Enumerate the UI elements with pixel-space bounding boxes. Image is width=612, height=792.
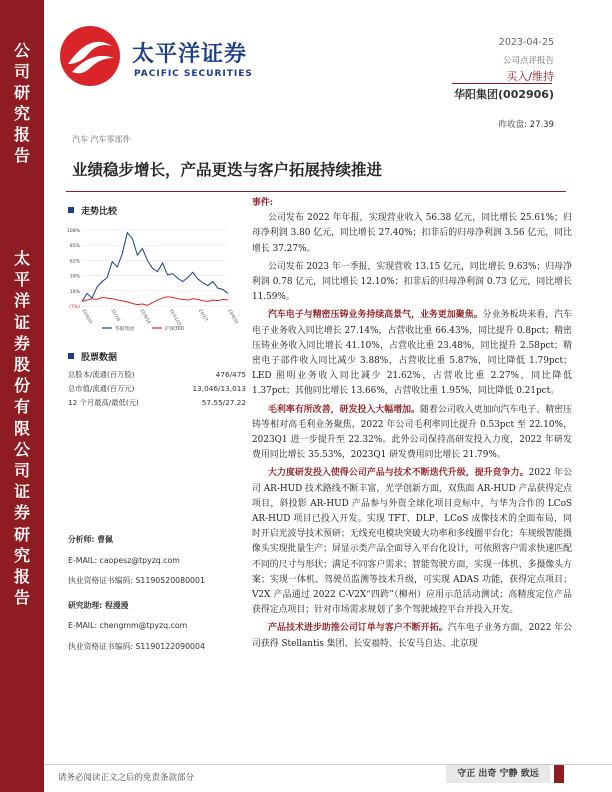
logo-name-cn: 太平洋证券 [132,42,248,67]
close-price: 昨收盘: 27.39 [498,120,554,130]
y-tick-label: 62% [69,259,80,265]
stock-row-label: 总市值/流通(百万元) [68,384,135,393]
analyst-role: 分析师: [68,535,98,544]
y-tick-label: 85% [69,244,80,250]
footer-accent [554,765,564,783]
assistant-name: 程漫漫 [105,601,129,610]
paragraph-quarterly: 公司发布 2023 年一季报，实现营收 13.15 亿元，同比增长 9.63%；归母净利润 0.78 亿元，同比增长 12.10%；扣非后的归母净利润 0.73 亿元，同比增长 11.59%。 [252,261,572,303]
stock-row-value: 476/475 [215,370,246,379]
industry-breadcrumb: 汽车 汽车零部件 [72,135,131,144]
report-date: 2023-04-25 [498,37,554,48]
table-row [68,382,246,396]
series-line-index [82,297,228,306]
stock-section-title: 股票数据 [81,353,118,363]
header-divider [452,83,552,84]
y-tick-label: 39% [69,274,80,280]
x-tick-label: 22/9/16 [139,308,152,325]
legend-label: 华阳集团 [115,327,135,332]
series-line-stock [82,233,228,302]
x-tick-label: 23/4/20 [227,308,240,325]
paragraph-text: 随着公司收入更加向汽车电子、精密压铸等相对高毛利业务聚焦，2022 年公司毛利率同比提升 0.53pct 至 22.10%，2023Q1 进一步提升至 22.32%。此外公司保持高研发投入力度，2022 年研发费用同比增长 35.53%，2023Q1 研发费用同比增长 21.79%。 [252,404,573,461]
stock-row-label: 总股本/流通(百万股) [68,370,135,379]
assistant-cert: 执业资格证书编码: S1190122090004 [68,642,205,651]
x-tick-label: 23/2/7 [197,308,210,323]
paragraph-orders [252,621,572,651]
analyst-name-line [68,534,113,545]
y-tick-label: 108% [66,229,80,234]
report-body [252,196,572,655]
logo-mark-icon [58,24,122,88]
analyst-name: 曹佩 [97,535,113,544]
assistant-name-line [68,600,128,611]
paragraph-highlight: 大力度研发投入使得公司产品与技术不断迭代升级，提升竞争力。 [268,468,529,479]
stock-row-value: 13,046/13,013 [192,384,246,393]
report-type: 公司点评报告 [502,56,554,66]
paragraph-business [252,308,572,399]
y-tick-label: 16% [69,289,80,295]
company-name: 华阳集团(002906) [454,88,554,101]
paragraph-annual: 公司发布 2022 年年报，实现营业收入 56.38 亿元，同比增长 25.61%；归母净利润 3.80 亿元，同比增长 27.40%；扣非后的归母净利润 3.56 亿元，同比增长 37.27%。 [252,213,572,254]
x-tick-label: 22/11/27 [168,308,183,327]
section-square-icon [68,353,74,359]
sidebar-report-category: 公 司 研 究 报 告 [13,41,30,165]
table-row [68,368,246,382]
price-trend-chart [60,224,240,336]
trend-section-title: 走势比较 [81,207,118,217]
paragraph-rnd [252,466,572,618]
paragraph-text: 汽车电子业务方面，2022 年公司获得 Stellantis 集团、长安福特、长安马自达、北京现 [252,623,573,649]
assistant-role: 研究助理: [68,601,106,610]
y-tick-label: (7%) [69,305,80,310]
paragraph-highlight: 毛利率有所改善，研发投入大幅增加。 [268,404,421,415]
sidebar-firm-name: 太 平 洋 证 券 股 份 有 限 公 司 证 券 研 究 报 告 [13,249,30,608]
company-motto: 守正 出奇 宁静 致远 [446,765,550,783]
paragraph-highlight: 产品技术进步助推公司订单与客户不断开拓。 [268,623,448,634]
x-tick-label: 22/4/25 [81,308,94,325]
legend-label: 沪深300 [165,327,184,332]
section-square-icon [68,207,74,213]
assistant-email: E-MAIL: chengmm@tpyzq.com [68,621,188,630]
event-heading: 事件: [252,198,274,208]
logo-name-en: PACIFIC SECURITIES [134,69,253,79]
stock-section-heading [68,350,117,363]
trend-section-heading [68,204,117,217]
title-divider [66,191,566,192]
stock-data-table [68,368,246,410]
sidebar-band [0,0,44,792]
paragraph-highlight: 汽车电子与精密压铸业务持续高景气，业务更加聚焦。 [268,310,483,321]
stock-row-value: 57.55/27.22 [201,398,246,407]
x-tick-label: 22/7/6 [110,308,122,323]
disclaimer-note: 请务必阅读正文之后的免责条款部分 [58,773,195,783]
paragraph-text: 2022 年公司 AR-HUD 技术路线不断丰富，光学创新方面，双焦面 AR-HUD 产品获得定点项目，斜投影 AR-HUD 产品参与外资全球化项目竞标中，与华为合作的 LCoS AR-HUD 项目已投入开发。实现 TFT、DLP、LCoS 成像技术的全面布局，同时开启光波导技术预研；无线充电模块突破大功率和多线圈平台化；车规级智能摄像头实现批量生产；屏显示类产品全面导入平台化设计，可依照客户需求快速匹配不同的尺寸与形状；满足不同客户需求；智能驾驶方面，实现一体机、多摄像头方案；实现一体机、驾驶员监测等技术升级，可实现 ADAS 功能，获得定点项目；V2X 产品通过 2022 C-V2X“四跨”（柳州）应用示范活动测试；高精度定位产品获得定点项目；针对市场需求规划了多个驾驶域控平台并投入开发。 [252,468,572,616]
analyst-email: E-MAIL: caopesz@tpyzq.com [68,556,180,565]
stock-row-label: 12 个月最高/最低(元) [68,398,139,407]
paragraph-text: 分业务板块来看，汽车电子业务收入同比增长 27.14%，占营收比重 66.43%，同比提升 0.8pct；精密压铸业务收入同比增长 41.10%，占营收比重 23.48%，同比提升 2.58pct；精密电子部件收入同比减少 3.88%，占营收比重 5.87%，同比降低 1.79pct；LED 照明业务收入同比减少 21.62%，占营收比重 2.27%，同比降低 1.37pct；其他同比增长 13.66%，占营收比重 1.95%，同比降低 0.21pct。 [252,310,572,397]
table-row [68,396,246,410]
rating: 买入/维持 [506,70,554,83]
paragraph-margin [252,403,572,464]
analyst-cert: 执业资格证书编码: S1190520080001 [68,576,205,585]
report-title: 业绩稳步增长，产品更迭与客户拓展持续推进 [72,160,383,179]
logo [58,24,278,88]
